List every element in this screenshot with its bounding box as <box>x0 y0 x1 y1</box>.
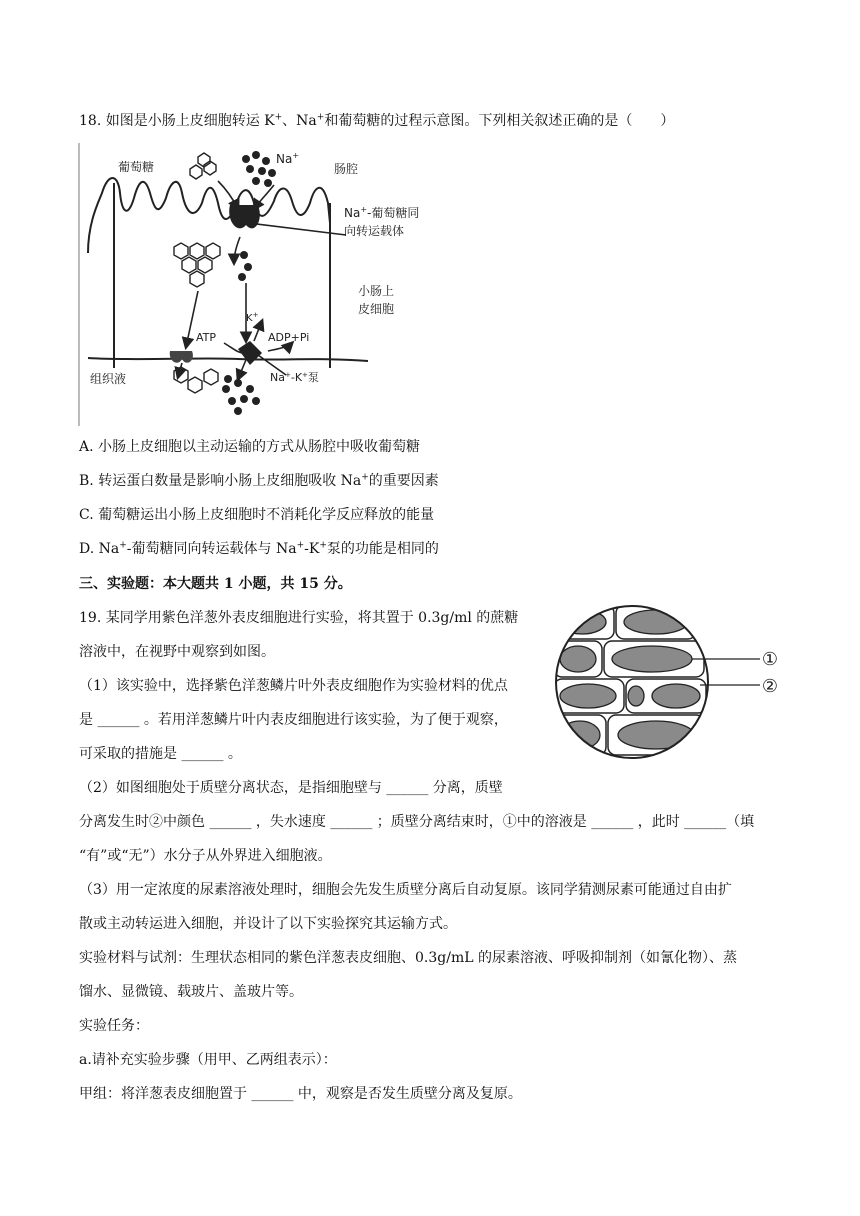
q19-line-11: 实验材料与试剂：生理状态相同的紫色洋葱表皮细胞、0.3g/mL 的尿素溶液、呼吸抑制剂（如氰化物）、蒸 <box>79 950 737 966</box>
svg-text:葡萄糖: 葡萄糖 <box>118 160 155 174</box>
svg-text:ADP+Pi: ADP+Pi <box>268 331 310 344</box>
svg-text:②: ② <box>761 676 779 697</box>
q18-option-a: A. 小肠上皮细胞以主动运输的方式从肠腔中吸收葡萄糖 <box>79 439 421 455</box>
q19-line-15: 甲组：将洋葱表皮细胞置于 ______ 中，观察是否发生质壁分离及复原。 <box>79 1086 522 1102</box>
q18-option-c: C. 葡萄糖运出小肠上皮细胞时不消耗化学反应释放的能量 <box>79 507 435 523</box>
svg-text:Na+: Na+ <box>276 151 300 166</box>
q19-line-10: 散或主动转运进入细胞，并设计了以下实验探究其运输方式。 <box>79 916 457 932</box>
svg-text:Na+-葡萄糖同: Na+-葡萄糖同 <box>344 205 420 220</box>
q19-line-7: 分离发生时②中颜色 ______ ，失水速度 ______ ；质壁分离结束时，①中的溶液是 ______ ，此时 ______（填 <box>79 814 755 830</box>
q19-line-3: （1）该实验中，选择紫色洋葱鳞片叶外表皮细胞作为实验材料的优点 <box>79 678 508 694</box>
q19-line-6: （2）如图细胞处于质壁分离状态，是指细胞壁与 ______ 分离，质壁 <box>79 780 503 796</box>
svg-text:皮细胞: 皮细胞 <box>358 302 395 316</box>
q19-line-4: 是 ______ 。若用洋葱鳞片叶内表皮细胞进行该实验，为了便于观察， <box>79 712 508 728</box>
q19-line-5: 可采取的措施是 ______ 。 <box>79 746 242 762</box>
figure-left-rule <box>78 143 80 426</box>
q19-line-13: 实验任务： <box>79 1018 149 1034</box>
intestinal-cell-diagram <box>78 143 450 426</box>
svg-text:ATP: ATP <box>196 331 217 344</box>
svg-text:K+: K+ <box>246 311 259 324</box>
onion-cell-figure <box>552 603 788 761</box>
svg-text:小肠上: 小肠上 <box>358 284 395 298</box>
q19-line-2: 溶液中，在视野中观察到如图。 <box>79 644 275 660</box>
q18-option-d: D. Na+-葡萄糖同向转运载体与 Na+-K+泵的功能是相同的 <box>79 540 439 557</box>
q19-line-14: a.请补充实验步骤（用甲、乙两组表示）： <box>79 1052 337 1068</box>
q19-line-1: 19. 某同学用紫色洋葱外表皮细胞进行实验，将其置于 0.3g/ml 的蔗糖 <box>79 610 519 626</box>
q19-line-9: （3）用一定浓度的尿素溶液处理时，细胞会先发生质壁分离后自动复原。该同学猜测尿素可能通过自由扩 <box>79 882 732 898</box>
svg-text:组织液: 组织液 <box>90 372 127 386</box>
q19-line-8: “有”或“无”）水分子从外界进入细胞液。 <box>79 848 332 864</box>
q19-line-12: 馏水、显微镜、载玻片、盖玻片等。 <box>79 984 303 1000</box>
svg-text:Na+-K+泵: Na+-K+泵 <box>270 371 319 384</box>
svg-text:肠腔: 肠腔 <box>334 162 359 176</box>
q18-stem: 18. 如图是小肠上皮细胞转运 K+、Na+和葡萄糖的过程示意图。下列相关叙述正确的是（ ） <box>79 112 675 129</box>
section-3-heading: 三、实验题：本大题共 1 小题，共 15 分。 <box>79 576 352 592</box>
transport-diagram <box>78 143 450 426</box>
svg-text:向转运载体: 向转运载体 <box>344 224 405 238</box>
microscope-view <box>552 603 788 761</box>
q18-option-b: B. 转运蛋白数量是影响小肠上皮细胞吸收 Na+的重要因素 <box>79 472 439 489</box>
svg-text:①: ① <box>761 649 779 670</box>
